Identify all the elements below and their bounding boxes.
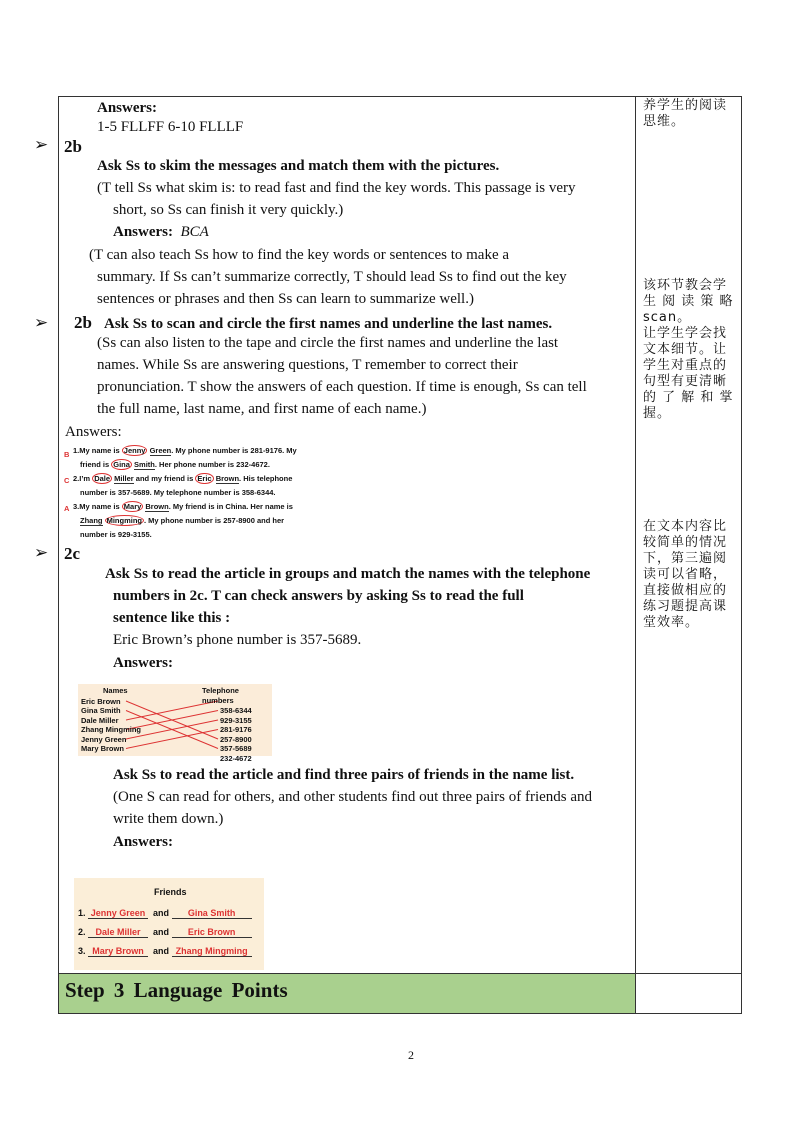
paragraph-line: the full name, last name, and first name of each name.) bbox=[97, 401, 427, 417]
note-line: 练习题提高课 bbox=[643, 599, 728, 614]
note-line: 让学生学会找 bbox=[643, 326, 728, 341]
name-cell: Gina Smith bbox=[81, 706, 121, 715]
answers-line bbox=[113, 221, 209, 243]
note-line: 在文本内容比 bbox=[643, 519, 728, 534]
paragraph-line: names. While Ss are answering questions, T remember to correct their bbox=[97, 357, 518, 373]
paragraph-line: write them down.) bbox=[113, 811, 224, 827]
answer-text-line: 3.My name is Mary Brown. My friend is in China. Her name is bbox=[73, 502, 293, 511]
answers-value: 1-5 FLLFF 6-10 FLLLF bbox=[97, 119, 244, 135]
phone-cell: 281-9176 bbox=[220, 725, 252, 734]
note-line: 读可以省略， bbox=[643, 567, 728, 582]
note-line: 的 了 解 和 掌 bbox=[643, 390, 734, 405]
note-line: 下，第三遍阅 bbox=[643, 551, 728, 566]
match-table-image bbox=[78, 684, 272, 763]
answer-text-line: 2.I’m Dale Miller and my friend is Eric Brown. His telephone bbox=[73, 474, 293, 483]
phone-cell: 257-8900 bbox=[220, 734, 252, 744]
answer-text-line: number is 357-5689. My telephone number is 358-6344. bbox=[80, 488, 276, 497]
phones-header: Telephone numbers bbox=[202, 686, 239, 705]
section-title: Ask Ss to read the article in groups and match the names with the telephone bbox=[105, 566, 591, 582]
paragraph-line: (T can also teach Ss how to find the key words or sentences to make a bbox=[89, 247, 510, 263]
name-cell: Zhang Mingming bbox=[81, 725, 141, 734]
name-cell: Dale Miller bbox=[81, 715, 119, 725]
friends-row: 2. Dale Miller and Eric Brown bbox=[78, 927, 252, 938]
note-scan bbox=[643, 278, 737, 422]
section-number: 2c bbox=[64, 544, 81, 563]
answer-text-line: 1.My name is Jenny Green. My phone number is 281-9176. My bbox=[73, 446, 297, 455]
paragraph-line: short, so Ss can finish it very quickly.) bbox=[113, 202, 344, 218]
phone-cell: 929-3155 bbox=[220, 715, 252, 725]
note-third-reading bbox=[643, 519, 737, 631]
note-line: 握。 bbox=[643, 406, 672, 421]
answers-label: Answers: bbox=[113, 224, 173, 240]
answers-value: BCA bbox=[180, 224, 209, 240]
step3-heading: Step 3 Language Points bbox=[65, 978, 288, 1002]
section-title: numbers in 2c. T can check answers by asking Ss to read the full bbox=[113, 588, 524, 604]
names-column bbox=[81, 686, 141, 754]
phones-column bbox=[202, 686, 272, 763]
section-number: 2b bbox=[64, 137, 82, 156]
answer-text-line: number is 929-3155. bbox=[80, 530, 152, 539]
answers-label: Answers: bbox=[113, 834, 173, 850]
note-line: 句型有更清晰 bbox=[643, 374, 728, 389]
answer-letter: B bbox=[64, 450, 70, 459]
friends-row: 3. Mary Brown and Zhang Mingming bbox=[78, 946, 252, 957]
note-line: scan。 bbox=[643, 310, 692, 325]
paragraph-line: pronunciation. T show the answers of each question. If time is enough, Ss can tell bbox=[97, 379, 587, 395]
note-line: 堂效率。 bbox=[643, 615, 700, 630]
note-line: 思维。 bbox=[643, 114, 686, 129]
bullet-arrow-icon: ➢ bbox=[34, 135, 49, 155]
note-line: 养学生的阅读 bbox=[643, 98, 728, 113]
section-number: 2b bbox=[74, 313, 92, 332]
example-sentence: Eric Brown’s phone number is 357-5689. bbox=[113, 632, 362, 648]
answers-label: Answers: bbox=[113, 655, 173, 671]
paragraph-line: (Ss can also listen to the tape and circle the first names and underline the last bbox=[97, 335, 559, 351]
paragraph-line: sentences or phrases and then Ss can learn to summarize well.) bbox=[97, 291, 474, 307]
friends-title: Friends bbox=[154, 887, 187, 897]
note-line: 较简单的情况 bbox=[643, 535, 728, 550]
section-title: Ask Ss to skim the messages and match them with the pictures. bbox=[97, 158, 500, 174]
section-title: Ask Ss to scan and circle the first names and underline the last names. bbox=[104, 316, 553, 332]
note-line: 生 阅 读 策 略 bbox=[643, 294, 734, 309]
answer-text-line: friend is Gina Smith. Her phone number is 232-4672. bbox=[80, 460, 270, 469]
answers-label: Answers: bbox=[65, 424, 122, 440]
name-cell: Eric Brown bbox=[81, 696, 121, 706]
friends-row: 1. Jenny Green and Gina Smith bbox=[78, 908, 252, 919]
friends-image bbox=[74, 878, 264, 970]
answers-label: Answers: bbox=[97, 100, 157, 116]
note-line: 学生对重点的 bbox=[643, 358, 728, 373]
phone-cell: 232-4672 bbox=[220, 753, 252, 763]
bullet-arrow-icon: ➢ bbox=[34, 313, 49, 333]
bullet-arrow-icon: ➢ bbox=[34, 543, 49, 563]
paragraph-line: (T tell Ss what skim is: to read fast and find the key words. This passage is very bbox=[97, 180, 576, 196]
note-line: 文本细节。让 bbox=[643, 342, 728, 357]
paragraph-line: summary. If Ss can’t summarize correctly, T should lead Ss to find out the key bbox=[97, 269, 567, 285]
note-line: 直接做相应的 bbox=[643, 583, 728, 598]
name-cell: Mary Brown bbox=[81, 744, 124, 753]
note-reading bbox=[643, 98, 737, 130]
note-line: 该环节教会学 bbox=[643, 278, 728, 293]
phone-cell: 357-5689 bbox=[220, 744, 252, 753]
section-title: sentence like this : bbox=[113, 610, 231, 626]
paragraph-line: (One S can read for others, and other students find out three pairs of friends and bbox=[113, 789, 593, 805]
names-header: Names bbox=[103, 686, 128, 695]
answer-letter: A bbox=[64, 504, 70, 513]
answer-letter: C bbox=[64, 476, 70, 485]
name-cell: Jenny Green bbox=[81, 734, 127, 744]
answer-text-line: Zhang Mingming . My phone number is 257-8900 and her bbox=[80, 516, 285, 525]
task-title: Ask Ss to read the article and find three pairs of friends in the name list. bbox=[113, 767, 575, 783]
phone-cell: 358-6344 bbox=[220, 706, 252, 715]
column-divider bbox=[635, 96, 636, 1014]
page-number: 2 bbox=[408, 1048, 414, 1062]
